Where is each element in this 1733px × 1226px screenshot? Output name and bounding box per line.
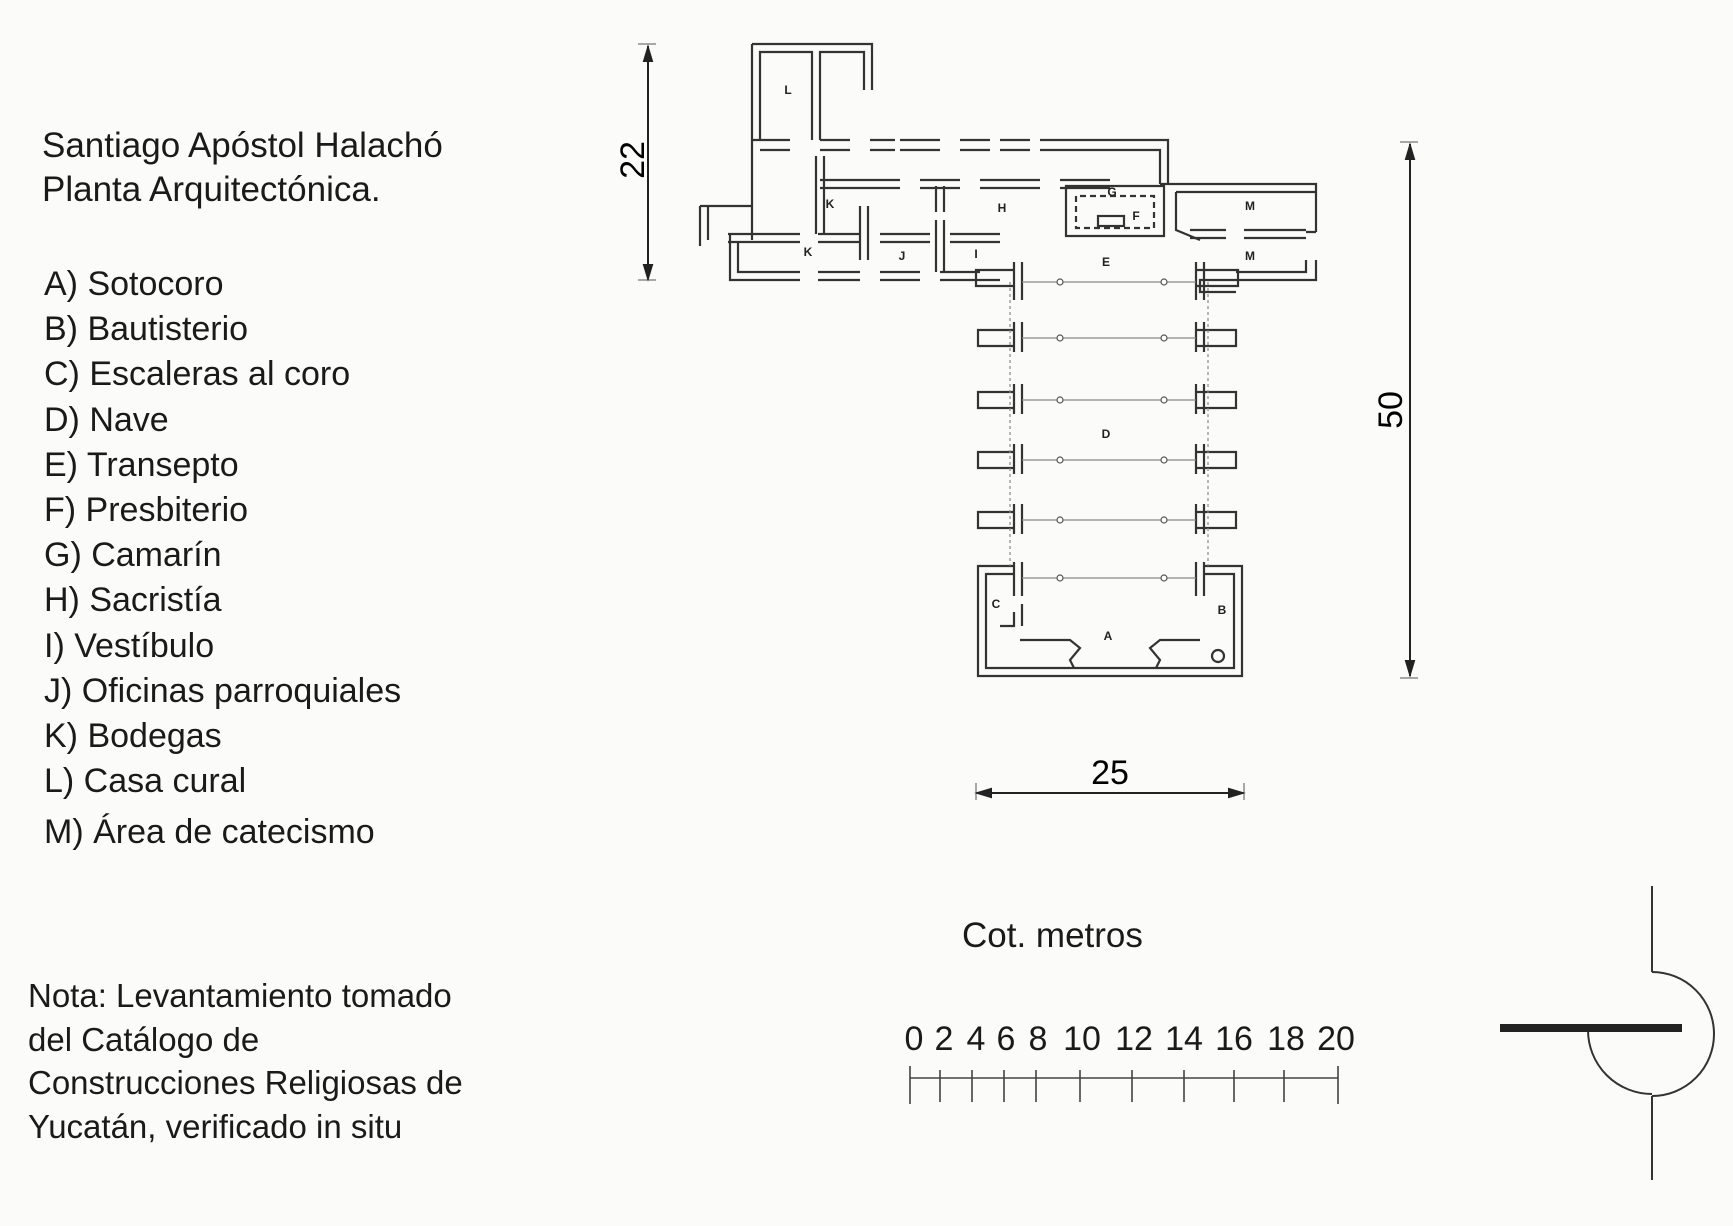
dimension-label-25: 25 bbox=[1091, 754, 1129, 792]
room-labels bbox=[784, 83, 1255, 643]
room-label-m: M bbox=[1245, 199, 1255, 213]
room-label-i: I bbox=[974, 247, 978, 261]
room-label-f: F bbox=[1132, 209, 1140, 223]
legend-item: A) Sotocoro bbox=[44, 265, 224, 303]
title-line-2: Planta Arquitectónica. bbox=[42, 170, 381, 209]
room-label-l: L bbox=[784, 83, 792, 97]
dimension-height-right bbox=[1372, 142, 1418, 678]
scale-tick-label: 20 bbox=[1317, 1020, 1355, 1058]
plan-walls bbox=[700, 44, 1316, 676]
room-label-d: D bbox=[1101, 427, 1111, 441]
scale-tick-label: 18 bbox=[1267, 1020, 1305, 1058]
room-label-h: H bbox=[997, 201, 1007, 215]
scale-bar bbox=[905, 1020, 1355, 1104]
source-note: Nota: Levantamiento tomado del Catálogo de Construcciones Religiosas de Yucatán, verificado in situ bbox=[28, 977, 463, 1145]
dimension-label-50: 50 bbox=[1372, 391, 1410, 429]
dimension-width-bottom bbox=[976, 754, 1244, 800]
legend-item: C) Escaleras al coro bbox=[44, 355, 351, 394]
legend-item: E) Transepto bbox=[44, 445, 239, 484]
legend-item: M) Área de catecismo bbox=[44, 813, 375, 852]
scale-tick-label: 12 bbox=[1115, 1020, 1153, 1058]
room-label-b: B bbox=[1217, 603, 1227, 617]
units-label: Cot. metros bbox=[962, 916, 1143, 955]
room-label-m: M bbox=[1245, 249, 1255, 263]
room-label-k: K bbox=[825, 197, 835, 211]
legend-item: B) Bautisterio bbox=[44, 310, 249, 349]
dimension-label-22: 22 bbox=[614, 141, 652, 179]
scale-tick-label: 4 bbox=[966, 1020, 986, 1058]
room-label-a: A bbox=[1103, 629, 1113, 643]
room-label-e: E bbox=[1101, 255, 1111, 269]
scale-tick-label: 2 bbox=[934, 1020, 954, 1058]
room-label-c: C bbox=[991, 597, 1001, 611]
title-line-1: Santiago Apóstol Halachó bbox=[42, 126, 443, 165]
scale-tick-label: 16 bbox=[1215, 1020, 1253, 1058]
scale-tick-label: 10 bbox=[1063, 1020, 1101, 1058]
dimension-height-left bbox=[614, 44, 656, 280]
room-label-j: J bbox=[898, 249, 906, 263]
scale-tick-label: 6 bbox=[996, 1020, 1016, 1058]
room-label-g: G bbox=[1107, 185, 1117, 199]
nave-columns bbox=[1057, 279, 1167, 581]
legend-item: F) Presbiterio bbox=[44, 491, 249, 530]
legend-item: L) Casa cural bbox=[44, 762, 247, 801]
legend-item: H) Sacristía bbox=[44, 581, 222, 620]
scale-tick-label: 8 bbox=[1028, 1020, 1048, 1058]
legend-item: J) Oficinas parroquiales bbox=[44, 671, 402, 710]
legend-item: D) Nave bbox=[44, 400, 169, 439]
scale-tick-label: 14 bbox=[1165, 1020, 1203, 1058]
scale-tick-label: 0 bbox=[904, 1020, 924, 1058]
north-arrow-icon bbox=[1500, 886, 1714, 1180]
legend-item: G) Camarín bbox=[44, 536, 222, 575]
legend-item: I) Vestíbulo bbox=[44, 626, 215, 665]
room-label-k: K bbox=[803, 245, 813, 259]
legend-item: K) Bodegas bbox=[44, 717, 222, 756]
